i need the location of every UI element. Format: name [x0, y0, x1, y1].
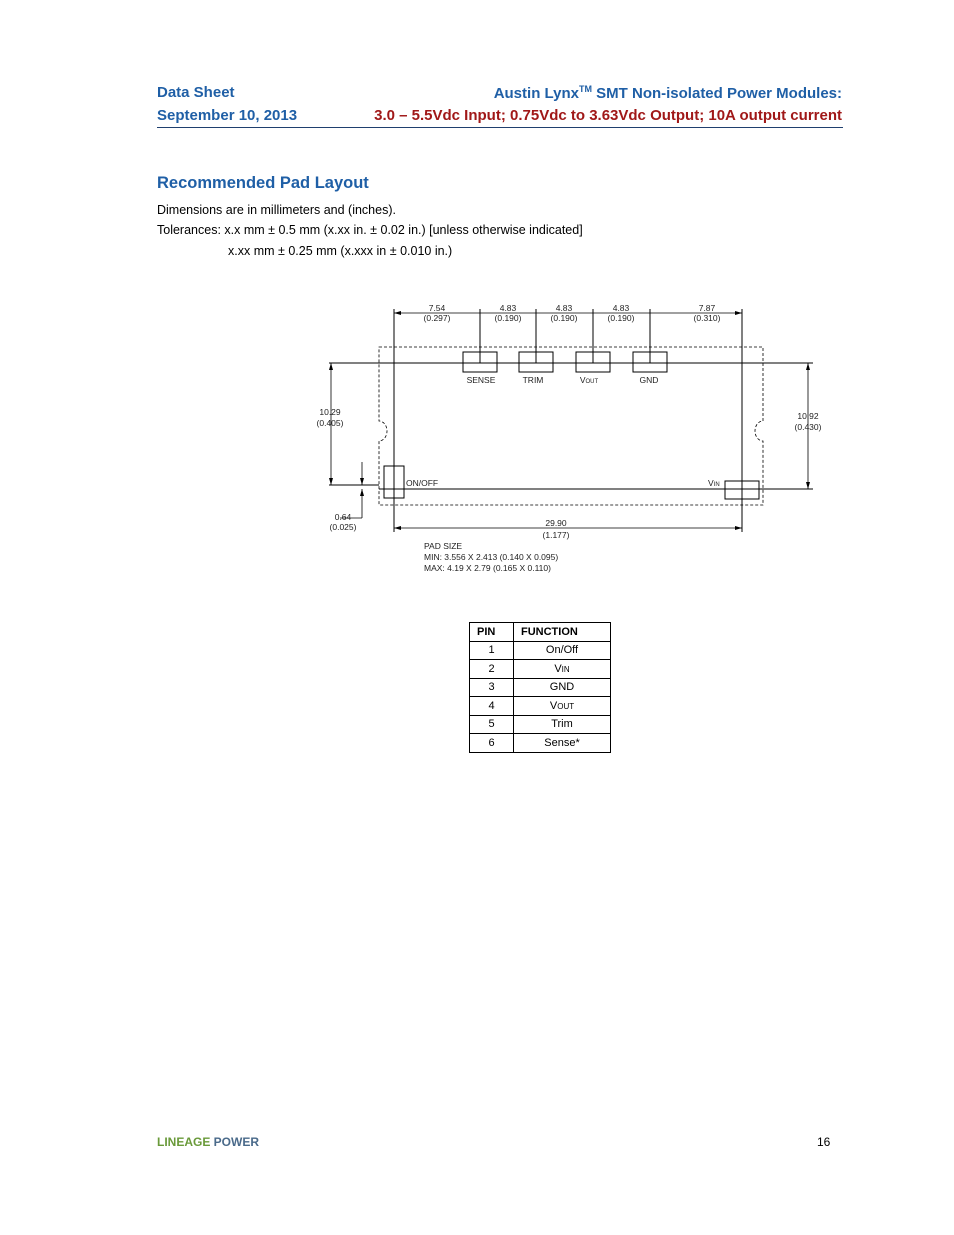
dim-top-4-in: (0.190) — [607, 313, 635, 323]
label-trim: TRIM — [522, 375, 544, 385]
table-row — [470, 697, 611, 716]
dimensions-note: Dimensions are in millimeters and (inches). — [157, 203, 396, 217]
pin-number: 1 — [470, 641, 514, 660]
brand-power: POWER — [210, 1135, 260, 1149]
table-row — [470, 641, 611, 660]
product-family: SMT Non-isolated Power Modules: — [591, 85, 842, 102]
dim-top-5-mm: 7.87 — [698, 303, 716, 313]
dim-bottom-in: (1.177) — [542, 530, 570, 540]
pin-number: 5 — [470, 715, 514, 734]
label-gnd: GND — [639, 375, 659, 385]
table-header-row — [470, 623, 611, 642]
dim-left-in: (0.405) — [316, 418, 344, 428]
label-onoff: ON/OFF — [406, 478, 439, 488]
dim-bottom-mm: 29.90 — [545, 518, 567, 528]
pin-function: VIN — [514, 660, 611, 679]
dim-top-5-in: (0.310) — [693, 313, 721, 323]
dim-top-1-in: (0.297) — [423, 313, 451, 323]
pin-number: 2 — [470, 660, 514, 679]
tolerance-line-2: x.xx mm ± 0.25 mm (x.xxx in ± 0.010 in.) — [228, 244, 453, 258]
tolerance-line-1: Tolerances: x.x mm ± 0.5 mm (x.xx in. ± 0.02 in.) [unless otherwise indicated] — [157, 223, 583, 237]
header-pin: PIN — [470, 623, 514, 642]
doc-date: September 10, 2013 — [157, 107, 298, 124]
table-row — [470, 660, 611, 679]
doc-type: Data Sheet — [157, 84, 235, 101]
pin-function: GND — [514, 678, 611, 697]
product-spec: 3.0 – 5.5Vdc Input; 0.75Vdc to 3.63Vdc Output; 10A output current — [374, 107, 842, 124]
dim-right-in: (0.430) — [794, 422, 822, 432]
dim-small-mm: 0.64 — [334, 512, 352, 522]
header-function: FUNCTION — [514, 623, 611, 642]
trademark: TM — [578, 84, 592, 94]
dim-top-2-in: (0.190) — [494, 313, 522, 323]
table-row — [470, 678, 611, 697]
dim-top-3-mm: 4.83 — [555, 303, 573, 313]
label-vout: VOUT — [579, 375, 599, 385]
pin-function: VOUT — [514, 697, 611, 716]
table-row — [470, 715, 611, 734]
dim-left-mm: 10.29 — [319, 407, 341, 417]
pin-function: On/Off — [514, 641, 611, 660]
footer-brand — [157, 1135, 259, 1149]
pin-function: Trim — [514, 715, 611, 734]
pin-number: 3 — [470, 678, 514, 697]
label-vin: VIN — [708, 478, 720, 488]
dim-top-2-mm: 4.83 — [499, 303, 517, 313]
dim-top-4-mm: 4.83 — [612, 303, 630, 313]
page-number: 16 — [817, 1135, 831, 1149]
pad-size-title: PAD SIZE — [424, 541, 463, 551]
brand-lineage: LINEAGE — [157, 1135, 211, 1149]
pin-number: 6 — [470, 734, 514, 753]
section-title: Recommended Pad Layout — [157, 174, 369, 192]
pin-function-table — [469, 622, 611, 753]
pin-number: 4 — [470, 697, 514, 716]
label-sense: SENSE — [466, 375, 496, 385]
pin-function: Sense* — [514, 734, 611, 753]
dim-top-3-in: (0.190) — [550, 313, 578, 323]
dim-right-mm: 10.92 — [797, 411, 819, 421]
product-name: Austin Lynx — [493, 85, 579, 102]
pad-size-min: MIN: 3.556 X 2.413 (0.140 X 0.095) — [424, 552, 559, 562]
dim-top-1-mm: 7.54 — [428, 303, 446, 313]
dim-small-in: (0.025) — [329, 522, 357, 532]
table-row — [470, 734, 611, 753]
pad-size-max: MAX: 4.19 X 2.79 (0.165 X 0.110) — [424, 563, 551, 573]
